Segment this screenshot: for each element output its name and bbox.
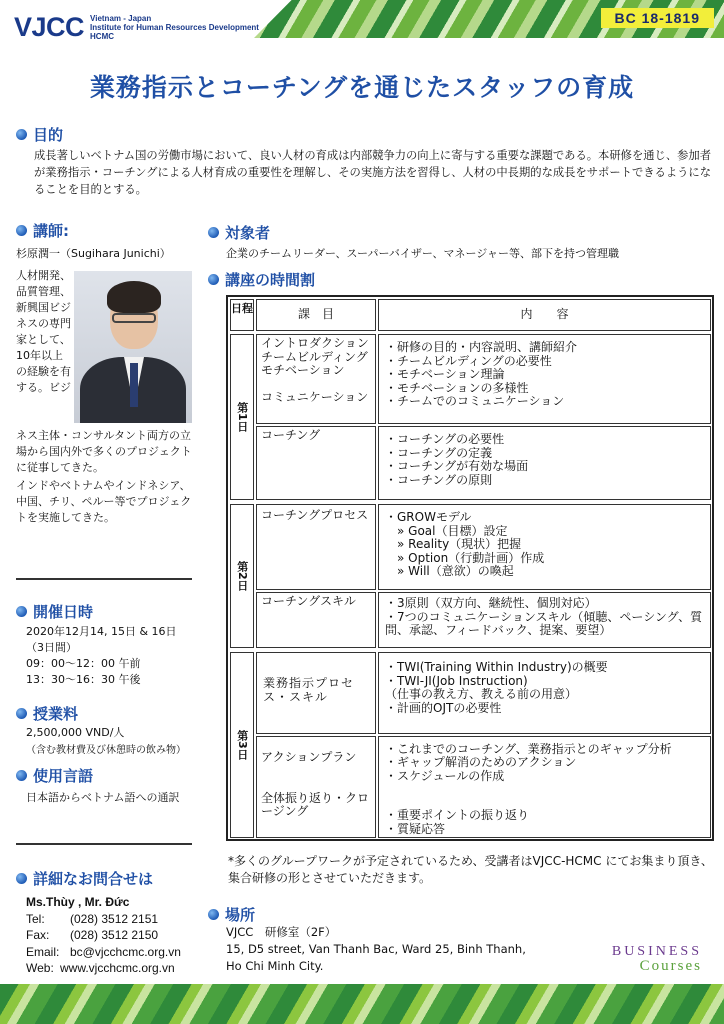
instructor-photo <box>74 271 192 423</box>
email-label: Email: <box>26 944 60 959</box>
fee-heading <box>16 703 78 724</box>
business-courses-logo <box>612 944 702 975</box>
logo-sub3: HCMC <box>90 32 115 41</box>
contact-heading-label: 詳細なお問合せは <box>33 870 154 888</box>
d3-subject1: 業務指示プロセス・スキル <box>256 652 376 734</box>
fax-label: Fax: <box>26 928 50 942</box>
bullet-icon <box>208 909 219 920</box>
day2-label: 第2日 <box>235 561 249 591</box>
venue-heading <box>208 904 255 925</box>
bullet-icon <box>16 708 27 719</box>
venue-line3: Ho Chi Minh City. <box>226 959 324 973</box>
day1-label: 第1日 <box>235 402 249 432</box>
venue-line1: VJCC 研修室（2F） <box>226 925 337 939</box>
instructor-bio-a: 人材開発、品質管理、新興国ビジネスの専門家として、10年以上の経験を有する。ビジ <box>16 269 71 394</box>
target-heading <box>208 222 270 243</box>
date-line4: 13：30～16：30 午後 <box>26 673 141 686</box>
instructor-bio-b: ネス主体・コンサルタント両方の立場から国内外で多くのプロジェクトに従事してきた。 <box>16 429 192 474</box>
brand-line1: BUSINESS <box>611 944 702 959</box>
d2-subject2: コーチングスキル <box>256 592 376 648</box>
dates-heading-label: 開催日時 <box>33 603 94 621</box>
bullet-icon <box>208 274 219 285</box>
brand-line2: Courses <box>639 958 702 974</box>
target-text: 企業のチームリーダー、スーパーバイザー、マネージャー等、部下を持つ管理職 <box>226 247 620 260</box>
date-line1: 2020年12月14, 15日 & 16日 <box>26 625 177 638</box>
day1-cell <box>230 334 254 500</box>
bullet-icon <box>16 129 27 140</box>
purpose-text: 成長著しいベトナム国の労働市場において、良い人材の育成は内部競争力の向上に寄与する重要な課題である。本研修を通じ、参加者が業務指示・コーチングによる人材育成の重要性を理解し、その実施方法を習得し、人材の中長期的な成長をサポートできるようになることを目的とする。 <box>34 149 712 196</box>
vjcc-logo <box>14 12 259 43</box>
venue-heading-label: 場所 <box>225 906 256 924</box>
instructor-heading <box>16 220 69 241</box>
venue-line2: 15, D5 street, Van Thanh Bac, Ward 25, Binh Thanh, <box>226 942 526 956</box>
fax-value: (028) 3512 2150 <box>70 928 159 942</box>
d3-content1: ・TWI(Training Within Industry)の概要 ・TWI-JI(Job Instruction) （仕事の教え方、教える前の用意） ・計画的OJTの必要性 <box>378 652 711 734</box>
d1-subject2: コーチング <box>256 426 376 500</box>
d1-content2: ・コーチングの必要性 ・コーチングの定義 ・コーチングが有効な場面 ・コーチングの原則 <box>378 426 711 500</box>
divider <box>16 578 192 580</box>
schedule-table <box>226 295 714 841</box>
contact-block <box>26 894 181 977</box>
logo-sub1: Vietnam - Japan <box>90 14 152 23</box>
divider <box>16 843 192 845</box>
tel-label: Tel: <box>26 911 45 926</box>
target-heading-label: 対象者 <box>225 224 271 242</box>
schedule-heading <box>208 269 315 290</box>
purpose-heading <box>16 124 63 145</box>
page-title: 業務指示とコーチングを通じたスタッフの育成 <box>89 73 635 102</box>
web-label: Web: <box>26 961 54 975</box>
bullet-icon <box>208 227 219 238</box>
day3-cell <box>230 652 254 838</box>
d2-subject1: コーチングプロセス <box>256 504 376 590</box>
web-link[interactable]: www.vjcchcmc.org.vn <box>60 961 175 975</box>
bullet-icon <box>16 225 27 236</box>
bullet-icon <box>16 606 27 617</box>
bullet-icon <box>16 770 27 781</box>
day2-cell <box>230 504 254 648</box>
language-heading <box>16 765 93 786</box>
fee-amount: 2,500,000 VND/人 <box>26 726 125 739</box>
d2-content1: ・GROWモデル » Goal（目標）設定 » Reality（現状）把握 » Option（行動計画）作成 » Will（意欲）の喚起 <box>378 504 711 590</box>
dates-heading <box>16 601 93 622</box>
d3-content2: ・これまでのコーチング、業務指示とのギャップ分析 ・ギャップ解消のためのアクション ・スケジュールの作成 ・重要ポイントの振り返り ・質疑応答 <box>378 736 711 838</box>
bullet-icon <box>16 873 27 884</box>
col-subject-header: 課 目 <box>256 299 376 331</box>
date-line3: 09：00～12：00 午前 <box>26 657 141 670</box>
logo-sub2: Institute for Human Resources Development <box>90 23 259 32</box>
language-heading-label: 使用言語 <box>33 767 94 785</box>
tel-value: (028) 3512 2151 <box>70 911 159 926</box>
d3-subject2: アクションプラン 全体振り返り・クロージング <box>256 736 376 838</box>
footer-stripes <box>0 984 724 1024</box>
col-day-header: 日程 <box>230 299 254 331</box>
fee-heading-label: 授業料 <box>33 705 79 723</box>
course-code-badge: BC 18-1819 <box>601 8 715 28</box>
fee-block <box>26 725 186 756</box>
purpose-heading-label: 目的 <box>33 126 64 144</box>
group-work-note: *多くのグループワークが予定されているため、受講者はVJCC-HCMC にてお集まり頂き、集合研修の形とさせていただきます。 <box>228 854 713 885</box>
d2-content2: ・3原則（双方向、継続性、個別対応） ・7つのコミュニケーションスキル（傾聴、ペーシング、質問、承認、フィードバック、提案、要望） <box>378 592 711 648</box>
header <box>0 0 724 50</box>
venue-block <box>226 924 586 975</box>
day3-label: 第3日 <box>235 730 249 760</box>
schedule-heading-label: 講座の時間割 <box>225 271 316 289</box>
contact-heading <box>16 868 153 889</box>
col-content-header: 内 容 <box>378 299 711 331</box>
instructor-bio-c: インドやベトナムやインドネシア、中国、チリ、ペルー等でプロジェクトを実施してきた。 <box>16 479 192 524</box>
instructor-name: 杉原潤一（Sugihara Junichi） <box>16 247 171 260</box>
d1-content1: ・研修の目的・内容説明、講師紹介 ・チームビルディングの必要性 ・モチベーション理論 ・モチベーションの多様性 ・チームでのコミュニケーション <box>378 334 711 424</box>
fee-note: （含む教材費及び休憩時の飲み物） <box>26 745 186 756</box>
instructor-heading-label: 講師: <box>33 222 69 240</box>
d1-subject1: イントロダクション チームビルディング モチベーション コミュニケーション <box>256 334 376 424</box>
dates-block <box>26 624 206 688</box>
email-link[interactable]: bc@vjcchcmc.org.vn <box>70 944 181 959</box>
language-text: 日本語からベトナム語への通訳 <box>26 791 180 804</box>
contact-name: Ms.Thùy , Mr. Đức <box>26 895 130 909</box>
logo-text <box>90 14 259 41</box>
date-line2: （3日間） <box>26 641 77 654</box>
logo-mark: VJCC <box>14 12 85 42</box>
